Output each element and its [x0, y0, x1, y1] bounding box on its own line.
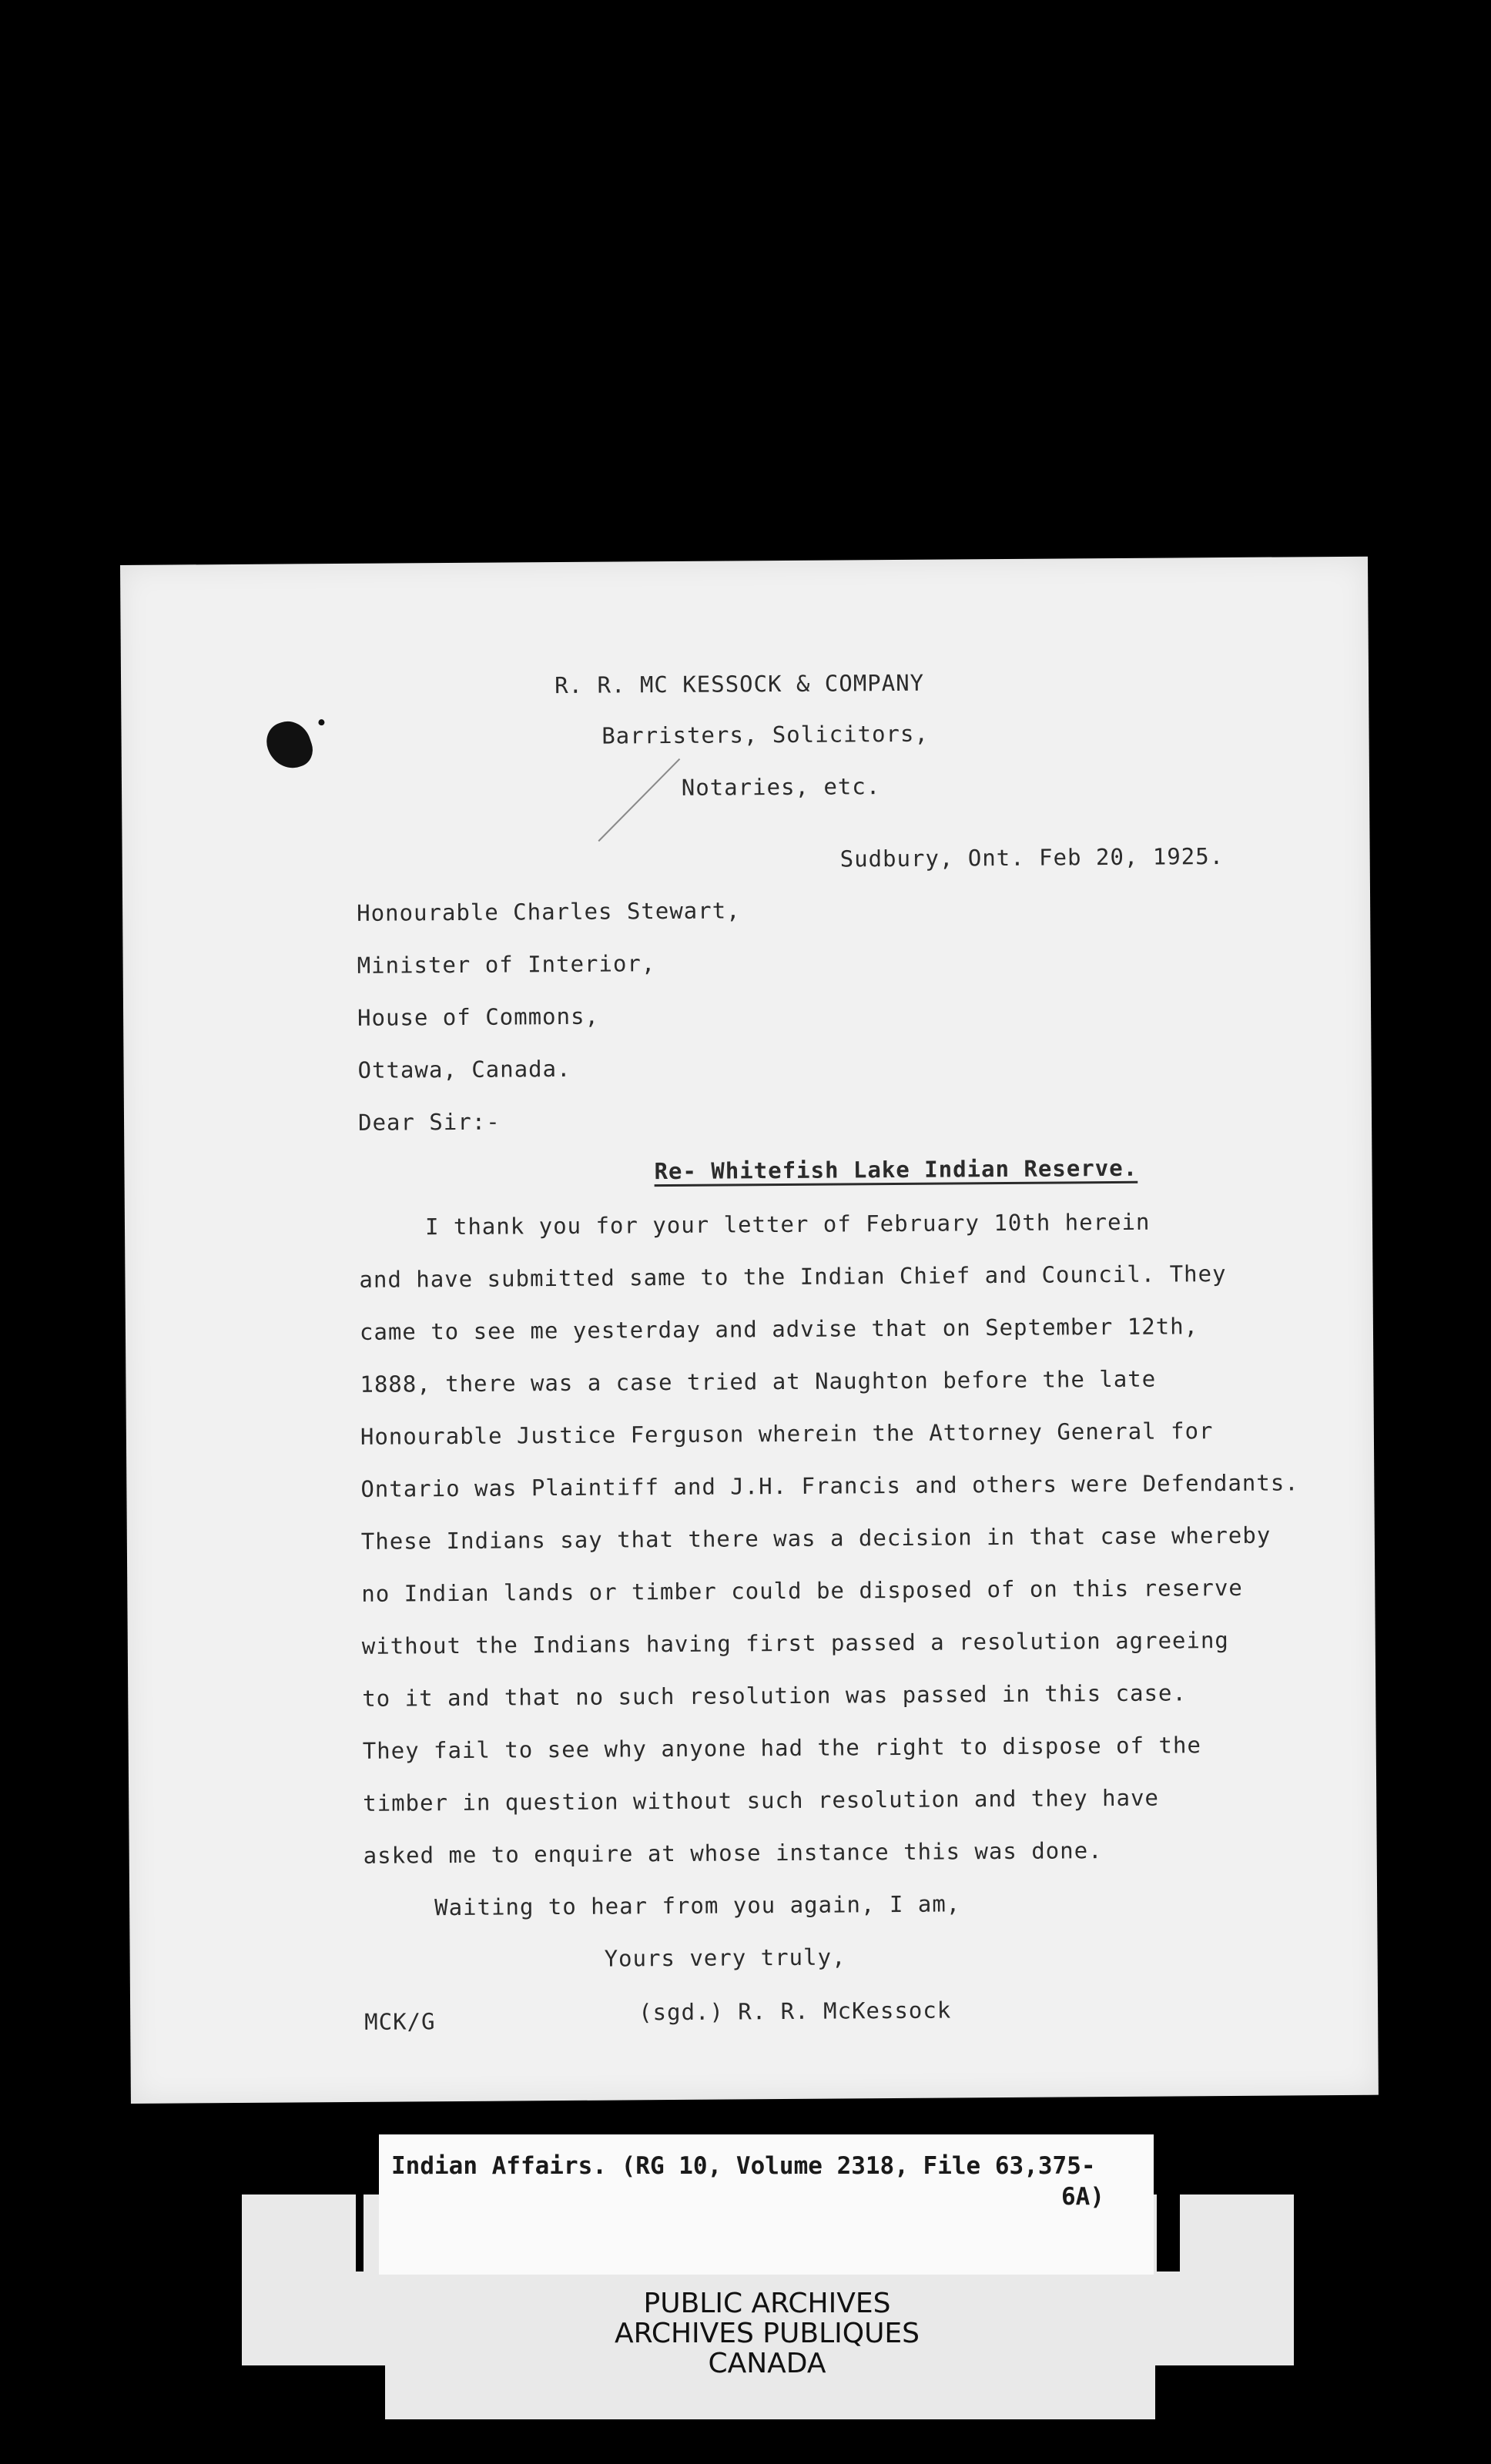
label-notch-right: [1157, 2194, 1180, 2272]
body-line: to it and that no such resolution was passed in this case.: [362, 1679, 1188, 1712]
complimentary-close: Yours very truly,: [604, 1943, 846, 1972]
label-notch-left: [356, 2194, 364, 2272]
body-line: without the Indians having first passed a resolution agreeing: [361, 1626, 1229, 1659]
body-line: 1888, there was a case tried at Naughton before the late: [360, 1365, 1157, 1398]
salutation: Dear Sir:-: [357, 1108, 501, 1136]
recipient-house: House of Commons,: [357, 1003, 600, 1031]
recipient-name: Honourable Charles Stewart,: [357, 897, 741, 926]
archive-citation-line1: Indian Affairs. (RG 10, Volume 2318, File 63,375-: [391, 2152, 1096, 2180]
body-line: Honourable Justice Ferguson wherein the Attorney General for: [360, 1418, 1214, 1450]
closing-sentence: Waiting to hear from you again, I am,: [434, 1890, 961, 1921]
reference-initials: MCK/G: [364, 2008, 436, 2035]
punch-hole-dot: [318, 719, 324, 725]
body-line: They fail to see why anyone had the right to dispose of the: [362, 1732, 1201, 1764]
body-line: asked me to enquire at whose instance this was done.: [363, 1837, 1103, 1869]
stamp-line-english: PUBLIC ARCHIVES: [643, 2288, 891, 2319]
letterhead-professions: Barristers, Solicitors,: [601, 720, 929, 749]
archive-citation-line2: 6A): [1061, 2183, 1104, 2211]
subject-line: Re- Whitefish Lake Indian Reserve.: [654, 1154, 1138, 1185]
body-line: I thank you for your letter of February 10th herein: [424, 1208, 1151, 1240]
body-line: no Indian lands or timber could be disposed of on this reserve: [361, 1574, 1243, 1607]
stamp-line-french: ARCHIVES PUBLIQUES: [614, 2318, 920, 2349]
body-line: and have submitted same to the Indian Chief and Council. They: [359, 1260, 1227, 1293]
letter-page: [120, 557, 1379, 2104]
stamp-line-country: CANADA: [708, 2348, 826, 2379]
body-line: Ontario was Plaintiff and J.H. Francis and others were Defendants.: [360, 1469, 1299, 1502]
date-line: Sudbury, Ont. Feb 20, 1925.: [839, 843, 1225, 872]
recipient-title: Minister of Interior,: [357, 950, 656, 979]
letterhead-firm: R. R. MC KESSOCK & COMPANY: [555, 669, 925, 699]
pencil-mark: [598, 758, 681, 842]
body-line: These Indians say that there was a decision in that case whereby: [360, 1522, 1272, 1555]
body-line: timber in question without such resolution and they have: [363, 1784, 1160, 1816]
archives-stamp: [615, 2288, 920, 2379]
signature: (sgd.) R. R. McKessock: [638, 1997, 952, 2026]
letterhead-notaries: Notaries, etc.: [681, 773, 881, 801]
body-line: came to see me yesterday and advise that on September 12th,: [359, 1313, 1199, 1345]
punch-hole: [261, 715, 317, 775]
recipient-city: Ottawa, Canada.: [357, 1055, 571, 1083]
